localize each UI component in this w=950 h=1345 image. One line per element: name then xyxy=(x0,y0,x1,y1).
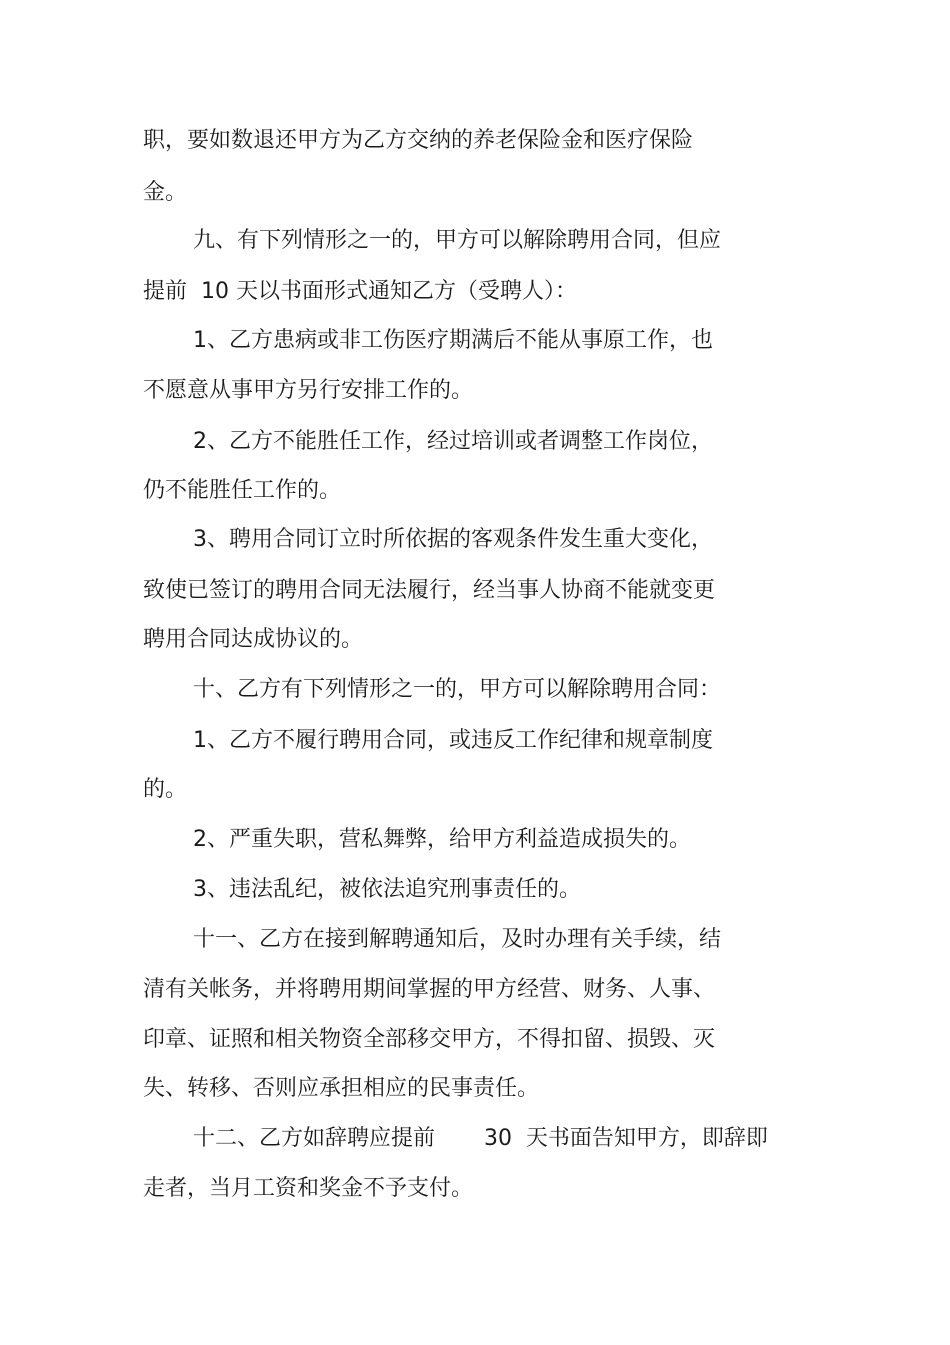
text-line: 九、有下列情形之一的，甲方可以解除聘用合同，但应 xyxy=(193,228,722,253)
text-line: 金。 xyxy=(143,180,188,205)
text-line: 3、聘用合同订立时所依据的客观条件发生重大变化， xyxy=(193,527,713,552)
text-line: 十二、乙方如辞聘应提前 30 天书面告知甲方，即辞即 xyxy=(193,1126,768,1151)
text-line: 不愿意从事甲方另行安排工作的。 xyxy=(143,378,474,403)
text-line: 1、乙方不履行聘用合同，或违反工作纪律和规章制度 xyxy=(193,728,713,753)
text-line: 1、乙方患病或非工伤医疗期满后不能从事原工作，也 xyxy=(193,328,713,353)
text-line: 3、违法乱纪，被依法追究刑事责任的。 xyxy=(193,877,581,902)
text-line: 2、严重失职，营私舞弊，给甲方利益造成损失的。 xyxy=(193,827,691,852)
text-line: 走者，当月工资和奖金不予支付。 xyxy=(143,1176,474,1201)
text-line: 致使已签订的聘用合同无法履行，经当事人协商不能就变更 xyxy=(143,578,716,603)
text-line: 失、转移、否则应承担相应的民事责任。 xyxy=(143,1076,540,1101)
text-line: 的。 xyxy=(143,777,188,802)
text-line: 清有关帐务，并将聘用期间掌握的甲方经营、财务、人事、 xyxy=(143,977,716,1002)
text-line: 聘用合同达成协议的。 xyxy=(143,627,364,652)
text-line: 2、乙方不能胜任工作，经过培训或者调整工作岗位， xyxy=(193,429,713,454)
text-line: 提前 10 天以书面形式通知乙方（受聘人）： xyxy=(143,279,577,304)
text-line: 十一、乙方在接到解聘通知后，及时办理有关手续，结 xyxy=(193,927,722,952)
text-line: 印章、证照和相关物资全部移交甲方，不得扣留、损毁、灭 xyxy=(143,1027,716,1052)
text-line: 十、乙方有下列情形之一的，甲方可以解除聘用合同： xyxy=(193,677,722,702)
text-line: 仍不能胜任工作的。 xyxy=(143,478,342,503)
text-line: 职，要如数退还甲方为乙方交纳的养老保险金和医疗保险 xyxy=(143,128,694,153)
